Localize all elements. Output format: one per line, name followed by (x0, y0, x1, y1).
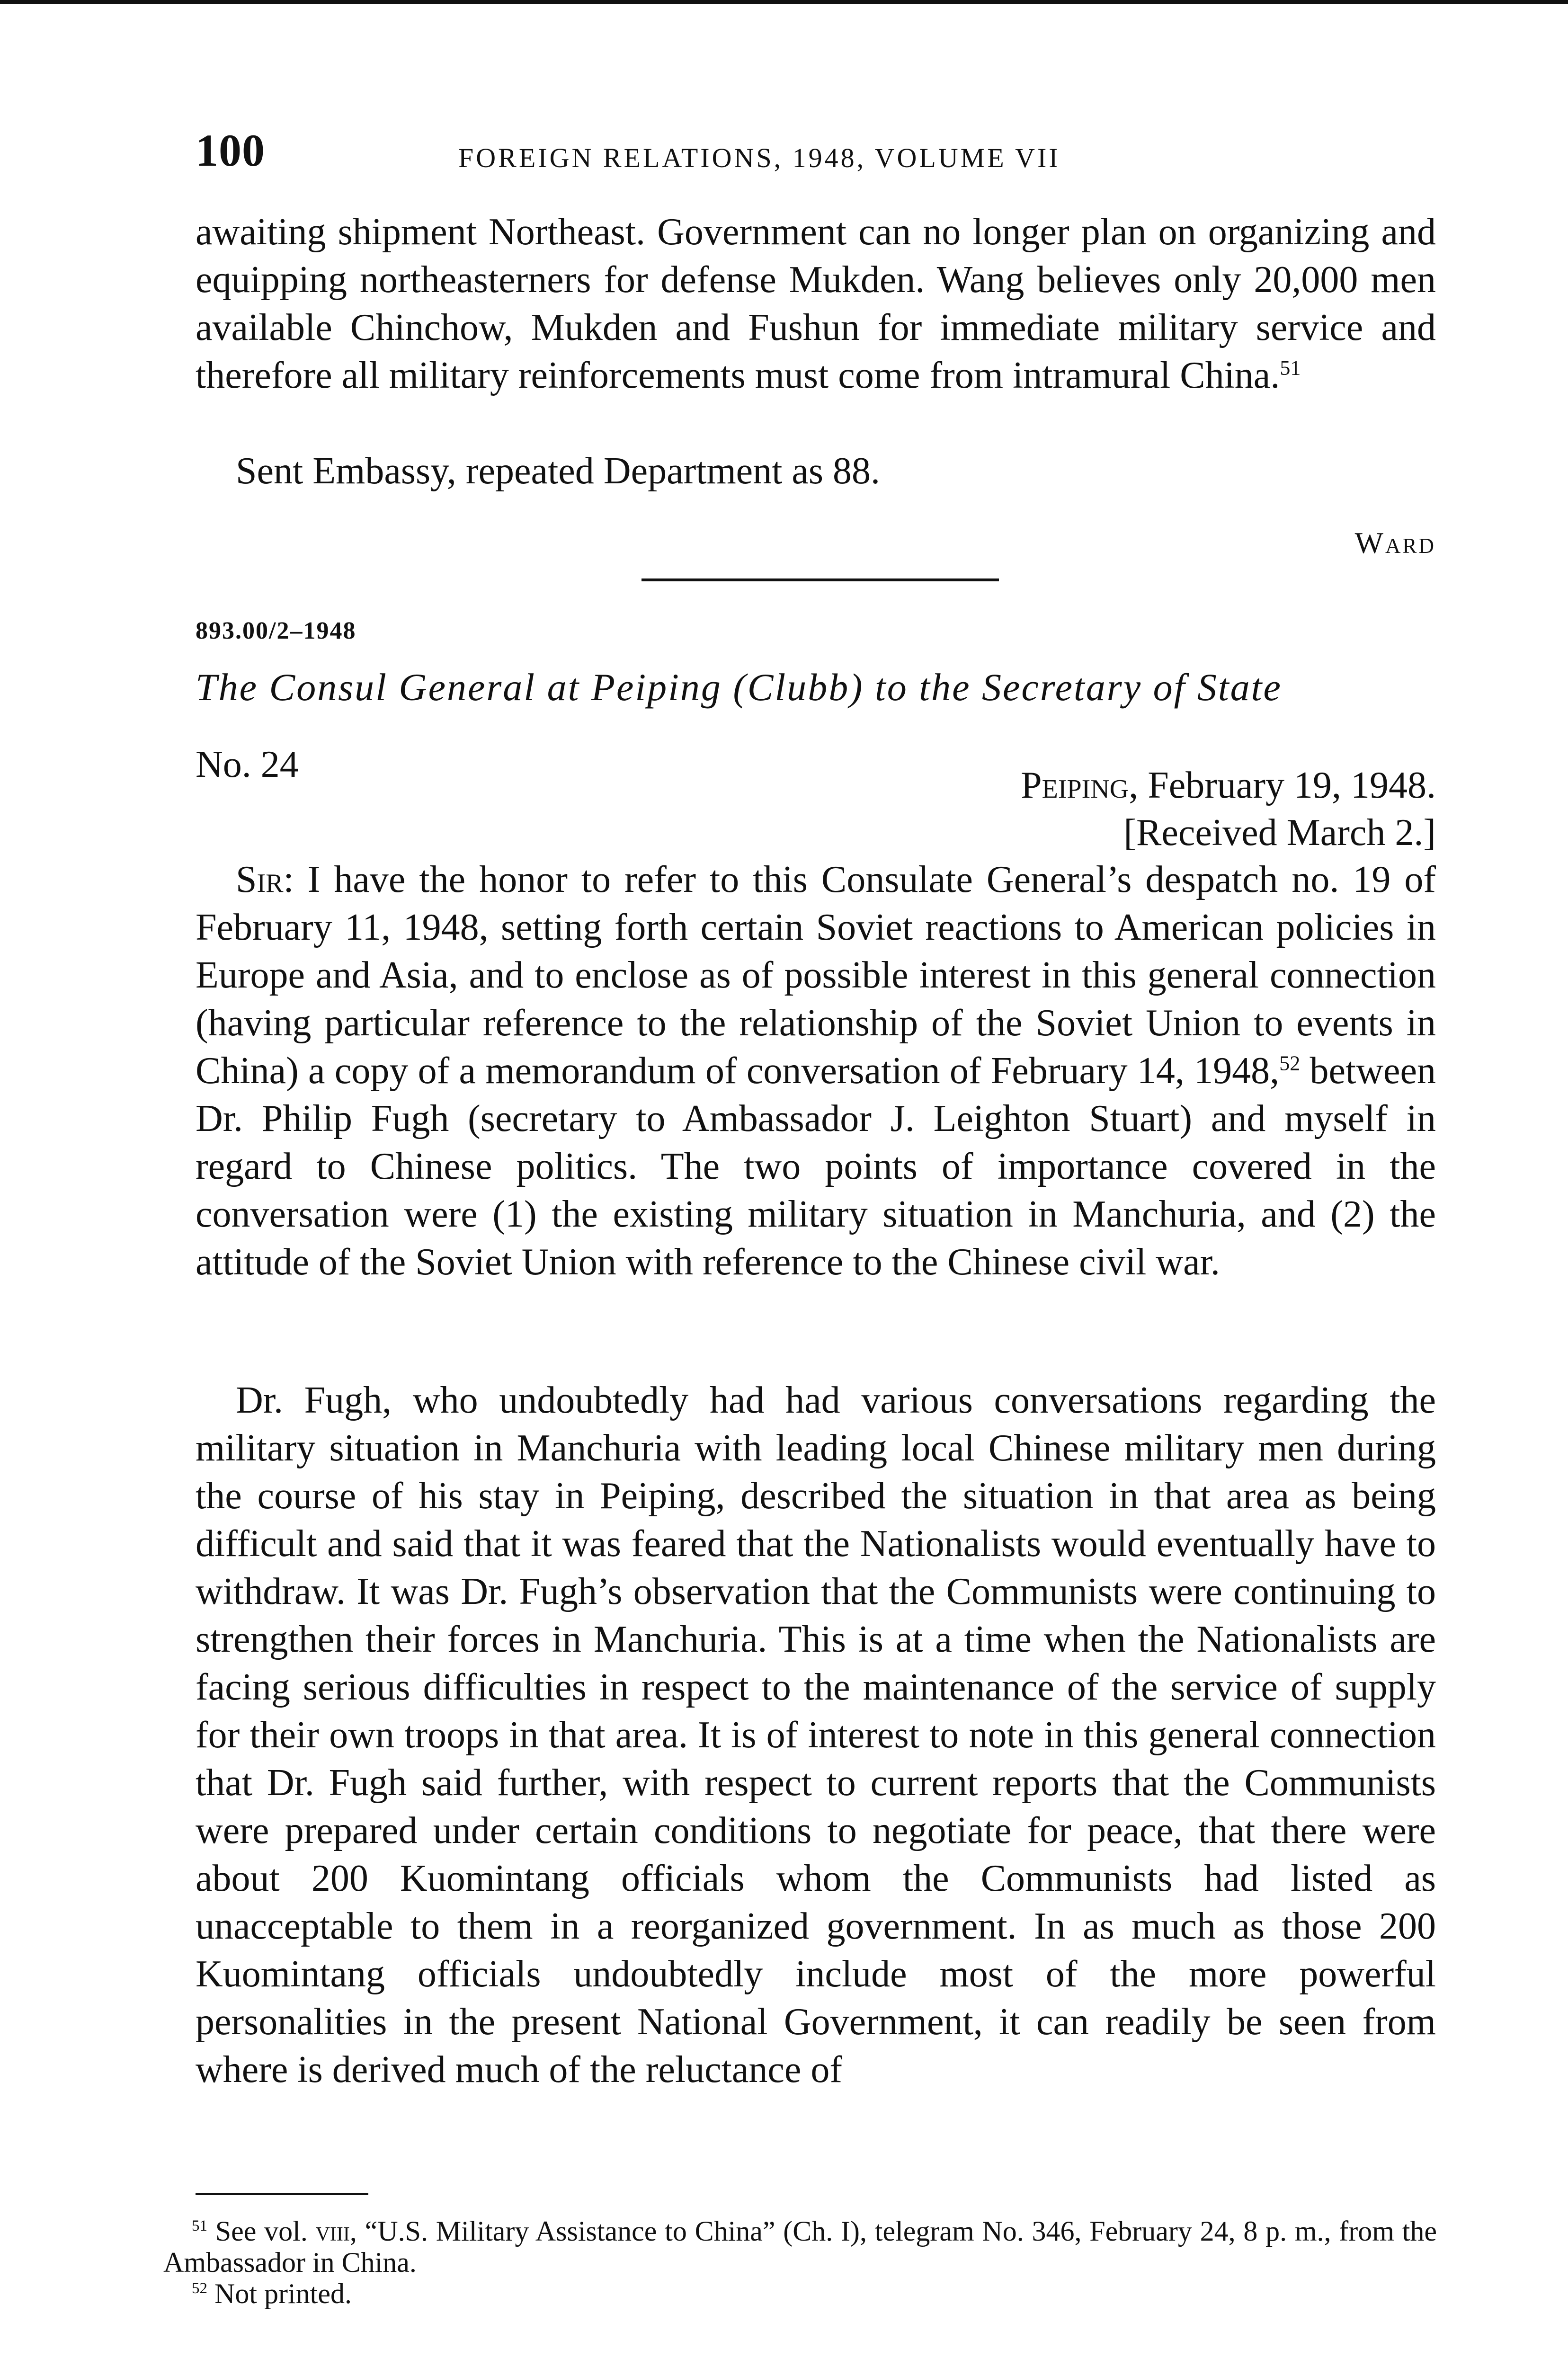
paragraph-1-text-b: between Dr. Philip Fugh (secretary to Ambassador J. Leighton Stuart) and myself in regard to Chinese politics. The two points of importance covered in the conversation were (1) the existing military situation in Manchuria, and (2) the attitude of the Soviet Union with reference to the Chinese civil war. (196, 1050, 1436, 1283)
page-number: 100 (196, 125, 265, 176)
continuation-paragraph (196, 208, 1436, 400)
file-number: 893.00/2–1948 (196, 617, 356, 644)
footnote-51-text-a: See vol. (207, 2216, 316, 2247)
running-head: FOREIGN RELATIONS, 1948, VOLUME VII (458, 142, 1060, 173)
footnote-51 (163, 2216, 1437, 2278)
footnote-ref-52: 52 (1279, 1051, 1301, 1075)
place: Peiping (1021, 765, 1129, 806)
footnote-marker-51: 51 (192, 2217, 207, 2234)
document-title: The Consul General at Peiping (Clubb) to the Secretary of State (196, 666, 1282, 709)
document-number: No. 24 (196, 744, 299, 785)
paragraph-1 (196, 856, 1436, 1286)
paragraph-2: Dr. Fugh, who undoubtedly had had various conversations regarding the military situation in Manchuria with leading local Chinese military men during the course of his stay in Peiping, described the situation in that area as being difficult and said that it was feared that the Nationalists would eventually have to withdraw. It was Dr. Fugh’s observation that the Communists were continuing to strengthen their forces in Manchuria. This is at a time when the Nationalists are facing serious difficulties in respect to the maintenance of the service of supply for their own troops in that area. It is of interest to note in this general connection that Dr. Fugh said further, with respect to current reports that the Communists were prepared under certain conditions to negotiate for peace, that there were about 200 Kuomintang officials whom the Communists had listed as unacceptable to them in a reorganized government. In as much as those 200 Kuomintang officials undoubtedly include most of the more powerful personalities in the present National Government, it can readily be seen from where is derived much of the reluctance of (196, 1379, 1436, 2091)
page-top-edge (0, 0, 1568, 4)
place-date-line (1021, 764, 1436, 807)
section-divider (641, 578, 999, 581)
footnote-51-text-b: , “U.S. Military Assistance to China” (Ch. I), telegram No. 346, February 24, 8 p. m., from the Ambassador in China. (163, 2216, 1437, 2278)
footnote-51-volume: viii (315, 2216, 350, 2247)
salutation: Sir (236, 859, 284, 900)
footnote-52 (163, 2278, 1437, 2309)
footnote-52-text: Not printed. (207, 2278, 352, 2309)
paragraph-1-text-a: : I have the honor to refer to this Consulate General’s despatch no. 19 of February 11, 1948, setting forth certain Soviet reactions to American policies in Europe and Asia, and to enclose as of possible interest in this general connection (having particular reference to the relationship of the Soviet Union to events in China) a copy of a memorandum of conversation of February 14, 1948, (196, 859, 1436, 1092)
received-line: [Received March 2.] (1123, 812, 1436, 854)
signature-ward: Ward (1354, 526, 1436, 560)
sent-line: Sent Embassy, repeated Department as 88. (236, 450, 881, 492)
footnote-rule (196, 2193, 368, 2195)
page-header (196, 124, 1436, 176)
footnote-ref-51: 51 (1280, 356, 1301, 380)
footnotes (163, 2216, 1437, 2309)
date: , February 19, 1948. (1129, 765, 1436, 806)
continuation-text: awaiting shipment Northeast. Government can no longer plan on organizing and equipping northeasterners for defense Mukden. Wang believes only 20,000 men available Chinchow, Mukden and Fushun for immediate military service and therefore all military reinforcements must come from intramural China. (196, 211, 1436, 396)
footnote-marker-52: 52 (192, 2280, 207, 2297)
